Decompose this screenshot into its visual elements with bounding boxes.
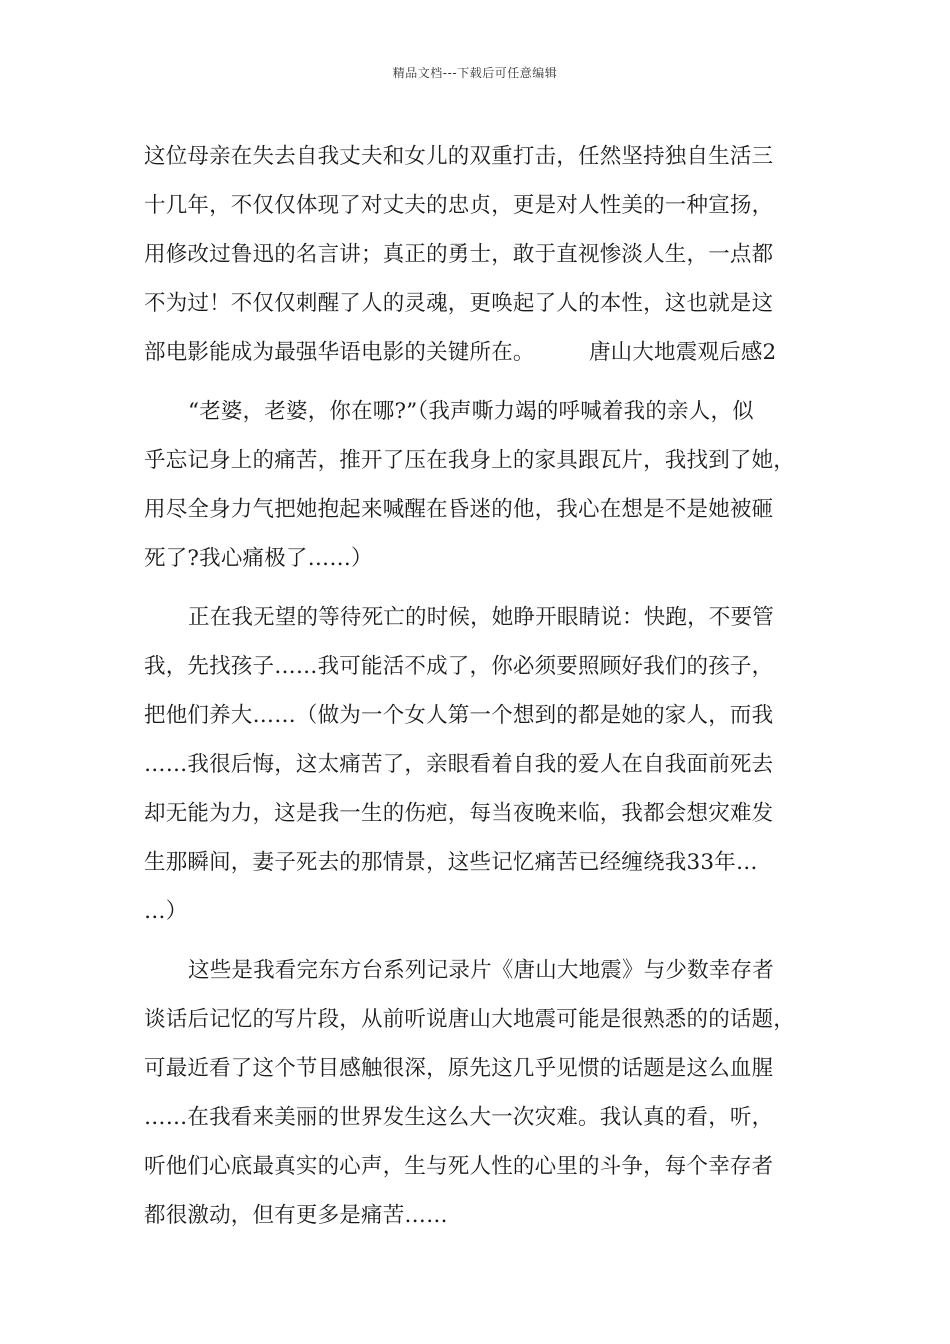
text-line: 正在我无望的等待死亡的时候，她睁开眼睛说：快跑，不要管 xyxy=(188,605,774,630)
text-line: 这些是我看完东方台系列记录片《唐山大地震》与少数幸存者 xyxy=(188,958,774,983)
text-line: 听他们心底最真实的心声，生与死人性的心里的斗争，每个幸存者 xyxy=(144,1154,774,1179)
paragraph-gap xyxy=(144,583,824,593)
page-header: 精品文档---下载后可任意编辑 xyxy=(392,66,558,80)
text-line: 谈话后记忆的写片段，从前听说唐山大地震可能是很熟悉的的话题， xyxy=(144,1007,796,1032)
paragraph-gap xyxy=(144,377,824,387)
text-line: ……在我看来美丽的世界发生这么大一次灾难。我认真的看，听， xyxy=(144,1105,774,1130)
text-line: 我，先找孩子……我可能活不成了，你必须要照顾好我们的孩子， xyxy=(144,654,774,679)
text-line: 不为过！不仅仅刺醒了人的灵魂，更唤起了人的本性，这也就是这 xyxy=(144,291,774,316)
text-line: 可最近看了这个节目感触很深，原先这几乎见惯的话题是这么血腥 xyxy=(144,1056,774,1081)
text-line: 十几年，不仅仅体现了对丈夫的忠贞，更是对人性美的一种宣扬， xyxy=(144,193,774,218)
text-line: ……我很后悔，这太痛苦了，亲眼看着自我的爱人在自我面前死去 xyxy=(144,752,774,777)
text-line: 部电影能成为最强华语电影的关键所在。 唐山大地震观后感2 xyxy=(144,340,777,365)
document-body xyxy=(144,132,824,1240)
text-line: 把他们养大……（做为一个女人第一个想到的都是她的家人，而我 xyxy=(144,703,774,728)
text-line: 乎忘记身上的痛苦，推开了压在我身上的家具跟瓦片，我找到了她， xyxy=(144,448,796,473)
text-line: “老婆，老婆，你在哪?”（我声嘶力竭的呼喊着我的亲人，似 xyxy=(188,399,754,424)
text-line: 都很激动，但有更多是痛苦…… xyxy=(144,1203,448,1228)
text-line: 生那瞬间，妻子死去的那情景，这些记忆痛苦已经缠绕我33年… xyxy=(144,850,758,875)
text-line: 却无能为力，这是我一生的伤疤，每当夜晚来临，我都会想灾难发 xyxy=(144,801,774,826)
text-line: 用尽全身力气把她抱起来喊醒在昏迷的他，我心在想是不是她被砸 xyxy=(144,497,774,522)
text-line: 用修改过鲁迅的名言讲；真正的勇士，敢于直视惨淡人生，一点都 xyxy=(144,242,774,267)
paragraph-gap xyxy=(144,936,824,946)
text-line: 这位母亲在失去自我丈夫和女儿的双重打击，任然坚持独自生活三 xyxy=(144,144,774,169)
text-line: 死了?我心痛极了……） xyxy=(144,546,373,571)
text-line: …） xyxy=(144,899,188,924)
